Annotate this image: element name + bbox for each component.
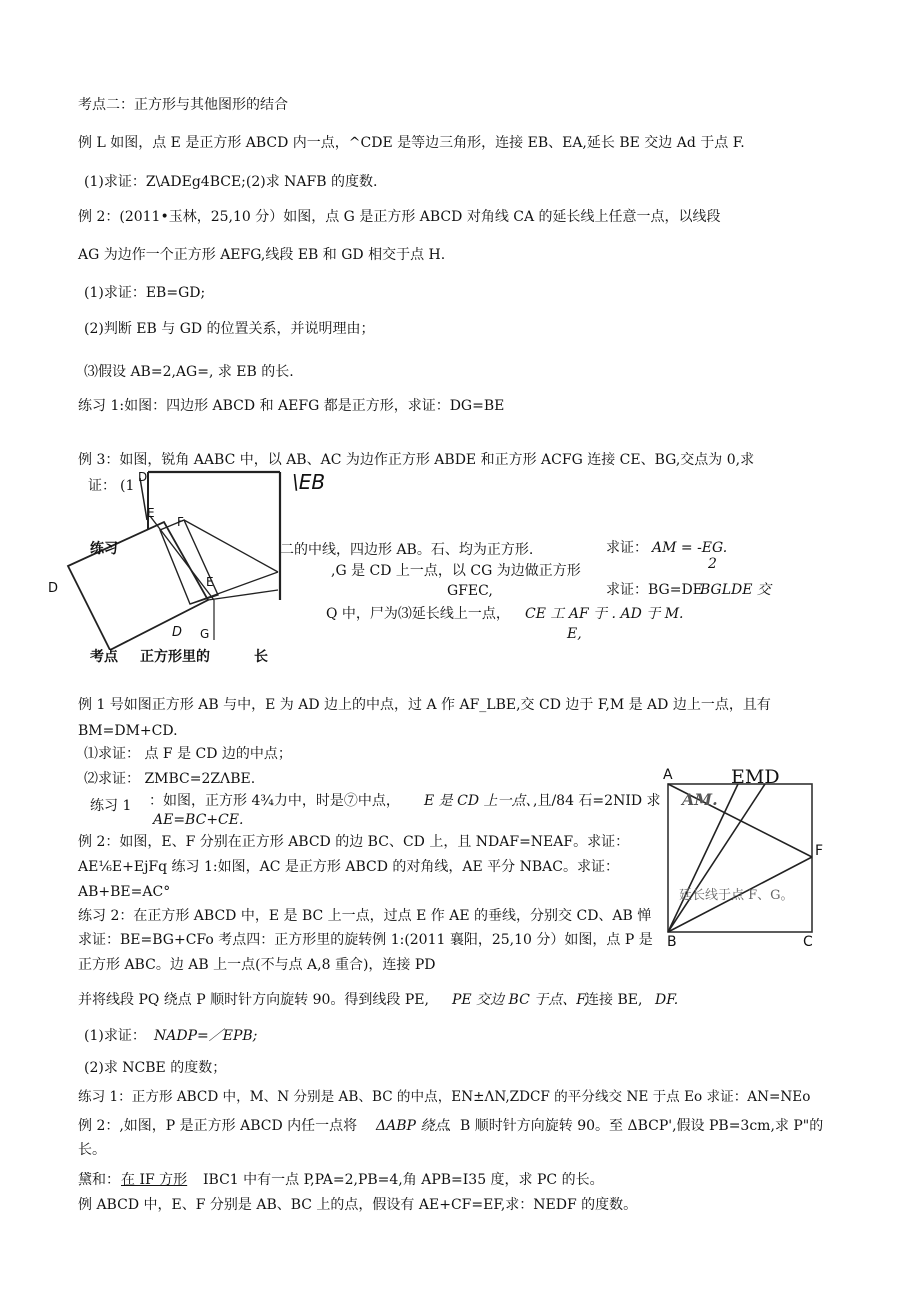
cut-text: 考点 xyxy=(90,649,118,665)
problem-line: DF. xyxy=(655,992,679,1008)
problem-line: 求证：BG=DE xyxy=(606,582,703,598)
problem-line: BM=DM+CD. xyxy=(78,723,178,739)
problem-line: E, xyxy=(567,626,582,642)
problem-line: ⑶假设 AB=2,AG=, 求 EB 的长. xyxy=(84,364,294,380)
problem-line: 求证： xyxy=(606,540,648,556)
problem-line: (1)求证：EB=GD; xyxy=(84,285,206,301)
problem-line: 证： xyxy=(88,478,116,494)
vertex-label: F xyxy=(177,515,184,529)
problem-line: (2)求 NCBE 的度数； xyxy=(84,1060,227,1076)
problem-line: (1)求证：Z\ADEg4BCE;(2)求 NAFB 的度数. xyxy=(84,174,378,190)
problem-line: AM = -EG. xyxy=(652,540,728,556)
problem-line: 例 2：如图，E、F 分别在正方形 ABCD 的边 BC、CD 上，且 NDAF=NEAF。求证： xyxy=(78,834,630,850)
problem-line: 例 ABCD 中，E、F 分别是 AB、BC 上的点，假设有 AE+CF=EF,求：NEDF 的度数。 xyxy=(78,1197,638,1213)
problem-line: 二的中线，四边形 AB。石、均为正方形. xyxy=(280,542,534,558)
cut-text: 练习 xyxy=(90,541,118,557)
cut-text: 正方形里的 xyxy=(140,649,210,665)
section-heading: 考点二：正方形与其他图形的结合 xyxy=(78,97,288,113)
problem-line: PE 交边 BC 于点、F, xyxy=(452,992,589,1008)
problem-line: (2)判断 EB 与 GD 的位置关系，并说明理由； xyxy=(84,321,375,337)
problem-line: 2 xyxy=(708,556,717,572)
problem-line: ⑵求证： ZMBC=2ZΛBE. xyxy=(84,771,256,787)
vertex-label: C xyxy=(803,934,813,950)
problem-line: 连接 BE, xyxy=(585,992,643,1008)
problem-line: AB+BE=AC° xyxy=(78,884,171,900)
problem-line: ,G 是 CD 上一点，以 CG 为边做正方形 xyxy=(331,563,581,579)
vertex-label: B xyxy=(667,934,677,950)
problem-line: AG 为边作一个正方形 AEFG,线段 EB 和 GD 相交于点 H. xyxy=(78,247,446,263)
vertex-label: EMD xyxy=(731,766,780,788)
problem-line: BGLDE 交 xyxy=(700,582,771,598)
vertex-label: E xyxy=(206,575,214,589)
problem-line: 求证：BE=BG+CFo 考点四：正方形里的旋转例 1:(2011 襄阳，25,10 分）如图，点 P 是 xyxy=(78,932,653,948)
vertex-label: E xyxy=(147,506,155,520)
problem-line: 练习 1：正方形 ABCD 中，M、N 分别是 AB、BC 的中点，EN±ΛN,ZDCF 的平分线交 NE 于点 Eo 求证：AN=NEo xyxy=(78,1089,811,1105)
figure-label: \EB xyxy=(292,470,326,494)
problem-line: ,且/84 石=2NID 求 xyxy=(533,793,661,809)
problem-line: 练习 1 xyxy=(90,798,132,814)
problem-line: 、B 顺时针方向旋转 90。至 ΔBCP',假设 PB=3cm,求 P"的 xyxy=(446,1118,824,1134)
vertex-label: D xyxy=(138,470,148,484)
overlay-text: 延长线于点 F、G。 xyxy=(679,888,794,903)
problem-line: 例 L 如图，点 E 是正方形 ABCD 内一点，^CDE 是等边三角形，连接 EB、EA,延长 BE 交边 Ad 于点 F. xyxy=(78,135,745,151)
problem-line: ⑴求证： 点 F 是 CD 边的中点； xyxy=(84,746,292,762)
problem-line: (1)求证： xyxy=(84,1028,146,1044)
problem-line: IBC1 中有一点 P,PA=2,PB=4,角 APB=I35 度，求 PC 的长。 xyxy=(203,1172,604,1188)
vertex-label: A xyxy=(663,767,673,783)
problem-line: 例 2：(2011•玉林，25,10 分）如图，点 G 是正方形 ABCD 对角线 CA 的延长线上任意一点，以线段 xyxy=(78,209,721,225)
problem-line: 黛和： xyxy=(78,1172,120,1188)
problem-line: AE⅙E+EjFq 练习 1:如图，AC 是正方形 ABCD 的对角线，AE 平分 NBAC。求证： xyxy=(78,859,619,875)
problem-line: 例 2：,如图，P 是正方形 ABCD 内任一点将 xyxy=(78,1118,358,1134)
vertex-label: AM. xyxy=(682,790,718,809)
problem-line: 练习 1:如图：四边形 ABCD 和 AEFG 都是正方形，求证：DG=BE xyxy=(78,398,505,414)
problem-line: 练习 2：在正方形 ABCD 中，E 是 BC 上一点，过点 E 作 AE 的垂线，分别交 CD、AB 惮 xyxy=(78,908,652,924)
vertex-label: G xyxy=(200,627,210,641)
cut-text: 长 xyxy=(254,649,268,665)
problem-line: AE=BC+CE. xyxy=(153,812,244,828)
problem-line: (1 xyxy=(120,478,135,494)
problem-line: 在 IF 方形 xyxy=(121,1172,188,1188)
problem-line: 并将线段 PQ 绕点 P 顺时针方向旋转 90。得到线段 PE, xyxy=(78,992,429,1008)
problem-line: Q 中，尸为⑶延长线上一点， xyxy=(326,606,510,622)
problem-line: 例 3：如图，锐角 AABC 中，以 AB、AC 为边作正方形 ABDE 和正方形 ACFG 连接 CE、BG,交点为 0,求 xyxy=(78,452,755,468)
problem-line: ΔABP 绕点 xyxy=(376,1118,449,1134)
problem-line: NADP=／EPB; xyxy=(154,1028,258,1044)
vertex-label: F xyxy=(815,843,824,859)
vertex-label: D xyxy=(48,581,59,596)
problem-line: 正方形 ABC。边 AB 上一点(不与点 A,8 重合)，连接 PD xyxy=(78,957,436,973)
problem-line: E 是 CD 上一点、 xyxy=(424,793,540,809)
problem-line: 长。 xyxy=(78,1142,106,1158)
problem-line: 例 1 号如图正方形 AB 与中，E 为 AD 边上的中点，过 A 作 AF_LBE,交 CD 边于 F,M 是 AD 边上一点，且有 xyxy=(78,697,771,713)
problem-line: GFEC, xyxy=(447,583,493,599)
problem-line: CE 工 AF 于 . AD 于 M. xyxy=(525,606,684,622)
problem-line: ：如图，正方形 4¾力中，时是⑦中点， xyxy=(149,793,400,809)
vertex-label: D xyxy=(172,625,183,640)
